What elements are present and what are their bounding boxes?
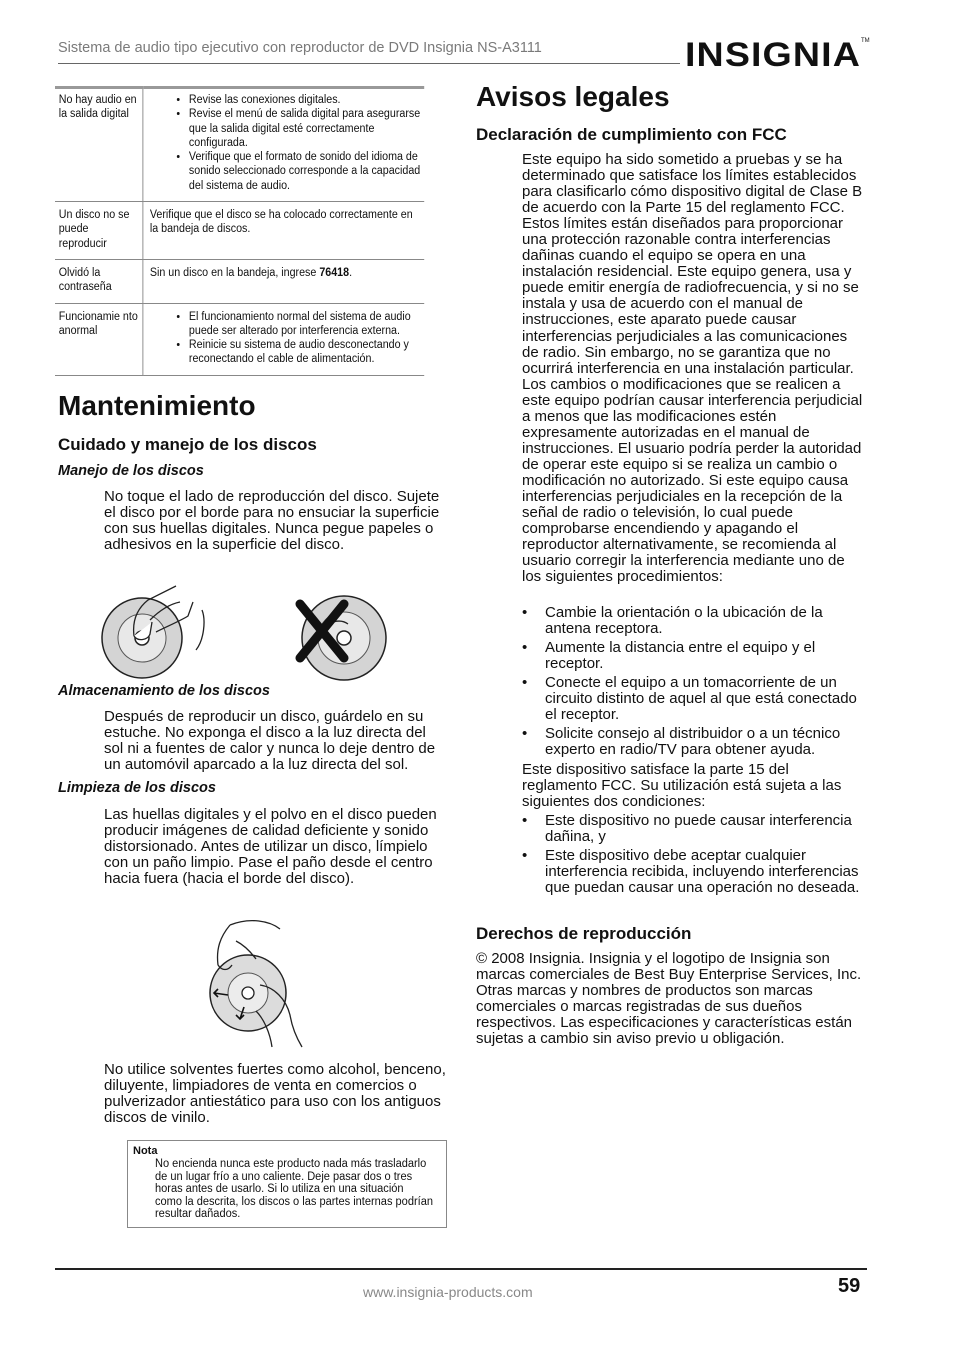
- logo-tm: TM: [861, 38, 870, 44]
- list-item: • Conecte el equipo a un tomacorriente de un circuito distinto de aquel al que está conectado el receptor.: [522, 675, 867, 723]
- heading-limpieza: Limpieza de los discos: [58, 780, 216, 796]
- solution-cell: [143, 88, 424, 202]
- list-item: • Aumente la distancia entre el equipo y el receptor.: [522, 640, 867, 672]
- list-item: • Este dispositivo debe aceptar cualquier interferencia recibida, incluyendo interferencias que puedan causar una operación no deseada.: [522, 848, 867, 896]
- fcc-remedies-list: [522, 605, 867, 761]
- disc-handling-illustration: [98, 580, 398, 672]
- list-item: • Solicite consejo al distribuidor o a un técnico experto en radio/TV para obtener ayuda.: [522, 726, 867, 758]
- list-item: • Revise el menú de salida digital para asegurarse que la salida digital esté correctamente configurada.: [189, 107, 421, 150]
- footer-url: www.insignia-products.com: [363, 1284, 533, 1300]
- table-row: [55, 259, 424, 303]
- note-title: Nota: [133, 1145, 158, 1157]
- paragraph-solventes: No utilice solventes fuertes como alcohol, benceno, diluyente, limpiadores de venta en comercios o pulverizador antiestático para uso con los antiguos discos de vinilo.: [104, 1061, 446, 1127]
- paragraph-manejo: No toque el lado de reproducción del disco. Sujete el disco por el borde para no ensuciar la superficie con sus huellas digitales. Nunca pegue papeles o adhesivos en la superficie del disco.: [104, 488, 440, 554]
- list-item: • Revise las conexiones digitales.: [189, 93, 421, 107]
- correct-handling-disc: [102, 586, 204, 678]
- solution-cell: Verifique que el disco se ha colocado correctamente en la bandeja de discos.: [143, 202, 424, 260]
- list-item: • El funcionamiento normal del sistema de audio puede ser alterado por interferencia externa.: [189, 310, 421, 339]
- paragraph-almacenamiento: Después de reproducir un disco, guárdelo en su estuche. No exponga el disco a la luz directa del sol ni a fuentes de calor y nunca lo deje dentro de un automóvil aparcado a la luz directa del sol.: [104, 708, 436, 774]
- heading-manejo: Manejo de los discos: [58, 463, 204, 479]
- logo-text: INSIGNIA: [685, 36, 861, 74]
- table-row: [55, 202, 424, 260]
- paragraph-fcc-conditions: Este dispositivo satisface la parte 15 del reglamento FCC. Su utilización está sujeta a las siguientes dos condiciones:: [522, 761, 842, 811]
- header-rule: [58, 63, 680, 64]
- solution-list: [150, 310, 421, 367]
- fcc-conditions-list: [522, 813, 867, 899]
- paragraph-derechos: © 2008 Insignia. Insignia y el logotipo de Insignia son marcas comerciales de Best Buy Enterprise Services, Inc. Otras marcas y nombres de productos son marcas comerciales o marcas registradas de sus dueños respectivos. Las especificaciones y características están sujetas a cambio sin aviso previo u obligación.: [476, 950, 862, 1048]
- solution-list: [150, 93, 421, 193]
- problem-cell: Funcionamie nto anormal: [55, 303, 143, 375]
- password-code: 76418: [319, 266, 350, 279]
- footer-rule: [55, 1268, 867, 1270]
- solution-cell: [143, 259, 424, 303]
- list-item: • Reinicie su sistema de audio desconectando y reconectando el cable de alimentación.: [189, 338, 421, 367]
- subsection-title-cuidado: Cuidado y manejo de los discos: [58, 435, 317, 454]
- problem-cell: Un disco no se puede reproducir: [55, 202, 143, 260]
- list-item: • Verifique que el formato de sonido del idioma de sonido seleccionado corresponde a la capacidad del sistema de audio.: [189, 150, 421, 193]
- list-item: • Este dispositivo no puede causar interferencia dañina, y: [522, 813, 867, 845]
- section-title-avisos: Avisos legales: [476, 81, 670, 112]
- note-text: No encienda nunca este producto nada más trasladarlo de un lugar frío a uno caliente. Deje pasar dos o tres horas antes de usarlo. Si lo utiliza en una situación como la descrita, los discos o las partes internas podrían resultar dañados.: [155, 1158, 433, 1221]
- problem-cell: No hay audio en la salida digital: [55, 88, 143, 202]
- paragraph-fcc: Este equipo ha sido sometido a pruebas y se ha determinado que satisface los límites establecidos para clasificarlo cómo dispositivo digital de Clase B de acuerdo con la Parte 15 del reglamento FCC. Estos límites están diseñados para proporcionar una protección razonable contra interferencias dañinas cuando el equipo se opera en una instalación residencial. Este equipo genera, usa y puede emitir energía de radiofrecuencia, y si no se instala y usa de acuerdo con el manual de instrucciones, este aparato puede causar interferencias perjudiciales a las comunicaciones de radio. Sin embargo, no se garantiza que no ocurrirá interferencia en una instalación particular. Los cambios o modificaciones que se realicen a este equipo podrían causar interferencia perjudicial a menos que las modificaciones estén expresamente autorizadas en el manual de instrucciones. El usuario podría perder la autoridad de operar este equipo si se realiza un cambio o modificación no autorizado. Si este equipo causa interferencias perjudiciales en la recepción de la señal de radio o televisión, lo cual puede comprobarse encendiendo y apagando el reproductor alternativamente, se recomienda al usuario corregir la interferencia mediante uno de los siguientes procedimientos:: [522, 151, 863, 586]
- subsection-title-derechos: Derechos de reproducción: [476, 924, 692, 943]
- troubleshooting-table: [55, 86, 424, 376]
- table-row: [55, 303, 424, 375]
- disc-cleaning-illustration: [200, 915, 310, 1050]
- list-item: • Cambie la orientación o la ubicación de la antena receptora.: [522, 605, 867, 637]
- insignia-logo: [685, 34, 870, 74]
- problem-cell: Olvidó la contraseña: [55, 259, 143, 303]
- solution-prefix: Sin un disco en la bandeja, ingrese: [149, 266, 320, 279]
- solution-cell: [143, 303, 424, 375]
- subsection-title-fcc: Declaración de cumplimiento con FCC: [476, 125, 787, 144]
- running-header-title: Sistema de audio tipo ejecutivo con reproductor de DVD Insignia NS-A3111: [58, 40, 542, 56]
- page-number: 59: [838, 1275, 861, 1297]
- wrong-handling-disc: [300, 596, 386, 680]
- heading-almacenamiento: Almacenamiento de los discos: [58, 683, 270, 699]
- paragraph-limpieza: Las huellas digitales y el polvo en el disco pueden producir imágenes de calidad deficiente y sonido distorsionado. Antes de utilizar un disco, límpielo con un paño limpio. Pase el paño desde el centro hacia fuera (hacia el borde del disco).: [104, 806, 437, 888]
- solution-suffix: .: [349, 266, 353, 279]
- section-title-mantenimiento: Mantenimiento: [58, 390, 256, 421]
- table-row: [55, 88, 424, 202]
